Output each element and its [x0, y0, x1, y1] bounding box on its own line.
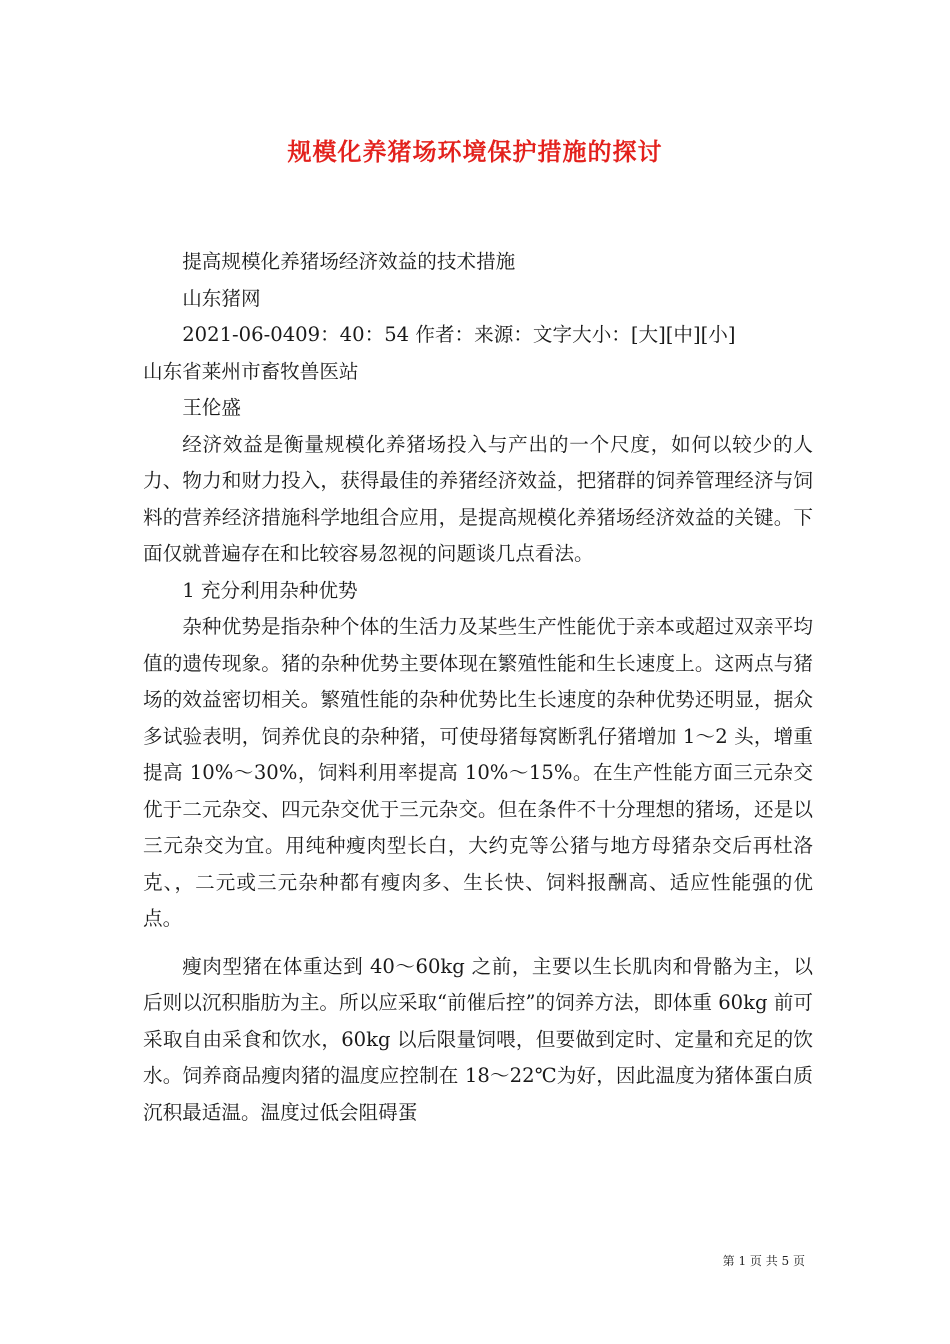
section-heading: 1 充分利用杂种优势: [182, 578, 358, 602]
body-paragraph: 杂种优势是指杂种个体的生活力及某些生产性能优于亲本或超过双亲平均值的遗传现象。猪的杂种优势主要体现在繁殖性能和生长速度上。这两点与猪场的效益密切相关。繁殖性能的杂种优势比生长速度的杂种优势还明显，据众多试验表明，饲养优良的杂种猪，可使母猪每窝断乳仔猪增加 1～2 头，增重提高 10%～30%，饲料利用率提高 10%～15%。在生产性能方面三元杂交优于二元杂交、四元杂交优于三元杂交。但在条件不十分理想的猪场，还是以三元杂交为宜。用纯种瘦肉型长白，大约克等公猪与地方母猪杂交后再杜洛克、，二元或三元杂种都有瘦肉多、生长快、饲料报酬高、适应性能强的优点。: [143, 615, 813, 930]
org-paragraph: 山东省莱州市畜牧兽医站: [143, 359, 359, 383]
document-title: 规模化养猪场环境保护措施的探讨: [287, 137, 663, 166]
page-number: 第 1 页 共 5 页: [722, 1254, 805, 1268]
author-paragraph: 王伦盛: [182, 396, 241, 419]
source-paragraph: 山东猪网: [182, 286, 261, 310]
document-body: [143, 244, 813, 1131]
intro-paragraph: 经济效益是衡量规模化养猪场投入与产出的一个尺度，如何以较少的人力、物力和财力投入，获得最佳的养猪经济效益，把猪群的饲养管理经济与饲料的营养经济措施科学地组合应用，是提高规模化养猪场经济效益的关键。下面仅就普遍存在和比较容易忽视的问题谈几点看法。: [143, 432, 813, 565]
meta-paragraph: 2021-06-0409：40：54 作者：来源：文字大小：[大][中][小]: [182, 323, 736, 346]
subtitle-paragraph: 提高规模化养猪场经济效益的技术措施: [182, 250, 516, 273]
body-paragraph: 瘦肉型猪在体重达到 40～60kg 之前，主要以生长肌肉和骨骼为主，以后则以沉积脂肪为主。所以应采取“前催后控”的饲养方法，即体重 60kg 前可采取自由采食和饮水，60kg 以后限量饲喂，但要做到定时、定量和充足的饮水。饲养商品瘦肉猪的温度应控制在 18～22℃为好，因此温度为猪体蛋白质沉积最适温。温度过低会阻碍蛋: [143, 954, 813, 1124]
